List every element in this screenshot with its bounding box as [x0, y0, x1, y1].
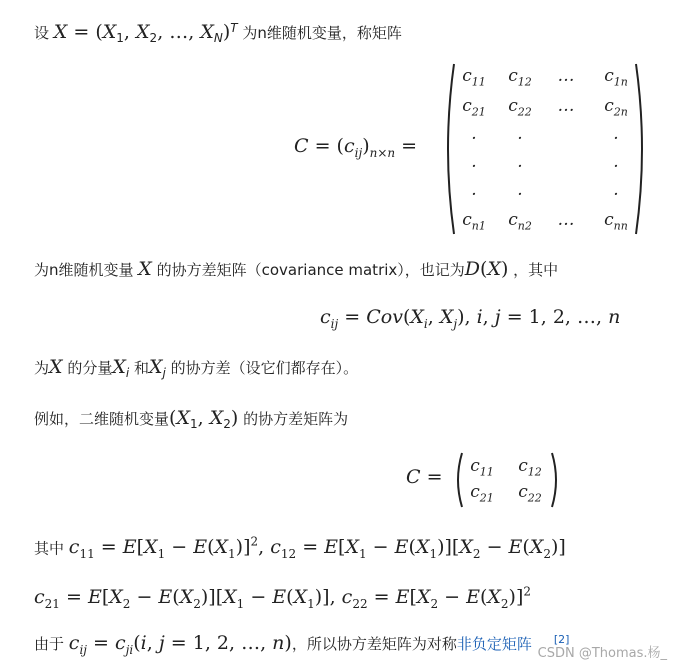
text-where: ，其中 — [513, 261, 559, 279]
text-is: 为 — [34, 359, 50, 377]
covariance-matrix-2x2: $c_{11}$ $c_{12}$ $c_{21}$ $c_{22}$ — [452, 450, 562, 510]
text-component: 的分量 — [67, 359, 113, 377]
component-line: 为X 的分量$X_i$ 和$X_j$ 的协方差（设它们都存在）。 — [34, 356, 359, 380]
definition-text: 为n维随机变量，称矩阵 — [242, 24, 402, 42]
text-covariance-exists: 的协方差（设它们都存在）。 — [170, 359, 359, 377]
text-matrix-is: 的协方差矩阵为 — [243, 410, 349, 428]
example-line: 例如，二维随机变量($X_1$, $X_2$) 的协方差矩阵为 — [34, 407, 349, 431]
text-and: 和 — [134, 359, 150, 377]
random-vector-formula: X — [53, 21, 68, 43]
c11-c12-line: 其中 $c_{11} = E[X_1 - E(X_1)]^2$, $c_{12} = E[X_1 - E(X_1)][X_2 - E(X_2)]$ — [34, 535, 566, 562]
text-random-variable: 为n维随机变量 — [34, 261, 134, 279]
reference-2[interactable]: [2] — [553, 633, 570, 646]
matrix-name-line: 为n维随机变量 X 的协方差矩阵（covariance matrix），也记为D(X) ，其中 — [34, 258, 559, 280]
text-covariance-matrix: 的协方差矩阵（covariance matrix），也记为 — [156, 261, 465, 279]
text-example: 例如，二维随机变量 — [34, 410, 170, 428]
symmetric-line: 由于 $c_{ij} = c_{ji}(i$, j = 1, 2, …, n)，所以协方差矩阵为对称非负定矩阵 [2] — [34, 632, 570, 657]
covariance-matrix-label: $C = (c_{ij})_{n\times n}$ = — [294, 135, 418, 160]
text-where-2: 其中 — [34, 539, 65, 558]
text-since: 由于 — [34, 635, 65, 653]
intro-text: 设 — [34, 24, 50, 42]
c21-c22-line: $c_{21} = E[X_2 - E(X_2)][X_1 - E(X_1)]$, $c_{22} = E[X_2 - E(X_2)]^2$ — [34, 585, 532, 612]
covariance-matrix-nxn: $c_{11}$ $c_{12}$ … $c_{1n}$ $c_{21}$ $c_{22}$ … $c_{2n}$ . . . . . . . . . $c_{n1}$ $c_{n2}$ … $c_{nn}$ — [440, 60, 650, 238]
nonnegative-definite-link[interactable]: 非负定矩阵 — [456, 635, 532, 653]
matrix-2x2-label: C = — [406, 466, 443, 488]
text-therefore: ，所以协方差矩阵为对称 — [291, 635, 457, 653]
cij-formula: $c_{ij} = Cov(X_i$, $X_j$), i, j = 1, 2, …, n — [320, 306, 621, 331]
csdn-watermark: CSDN @Thomas.杨_ — [537, 646, 667, 661]
definition-line: 设 $X = (X_1$, $X_2$, …, $X_N)^T$ 为n维随机变量，称矩阵 — [34, 21, 402, 45]
